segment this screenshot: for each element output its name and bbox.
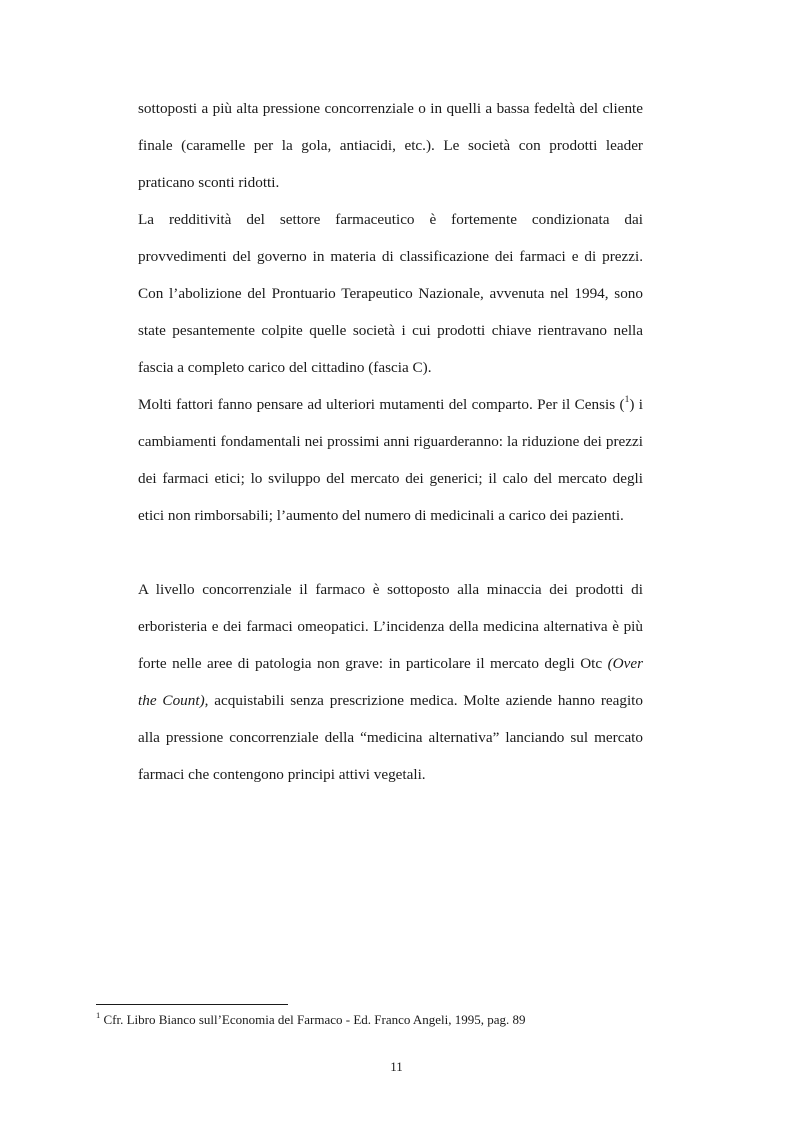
footnote: [96, 1009, 656, 1028]
footnote-marker: 1: [96, 1009, 101, 1020]
paragraph-3-text-end: ) i cambiamenti fondamentali nei prossimi anni riguarderanno: la riduzione dei prezzi dei farmaci etici; lo sviluppo del mercato dei generici; il calo del mercato degli etici non rimborsabili; l’aumento del numero di medicinali a carico dei pazienti.: [138, 396, 643, 524]
body-text: [138, 90, 643, 793]
paragraph-spacer: [138, 534, 643, 571]
paragraph-1-text: sottoposti a più alta pressione concorrenziale o in quelli a bassa fedeltà del cliente finale (caramelle per la gola, antiacidi, etc.). Le società con prodotti leader praticano sconti ridotti.: [138, 100, 643, 191]
footnote-text: Cfr. Libro Bianco sull’Economia del Farmaco - Ed. Franco Angeli, 1995, pag. 89: [100, 1012, 526, 1027]
paragraph-4-text-start: A livello concorrenziale il farmaco è sottoposto alla minaccia dei prodotti di erboristeria e dei farmaci omeopatici. L’incidenza della medicina alternativa è più forte nelle aree di patologia non grave: in particolare il mercato degli Otc: [138, 581, 643, 672]
footnote-reference: 1: [624, 394, 630, 405]
paragraph-4-text-end: , acquistabili senza prescrizione medica. Molte aziende hanno reagito alla pressione concorrenziale della “medicina alternativa” lanciando sul mercato farmaci che contengono principi attivi vegetali.: [138, 692, 643, 783]
paragraph-3-text-start: Molti fattori fanno pensare ad ulteriori mutamenti del comparto. Per il Censis (: [138, 396, 625, 413]
paragraph-3: [138, 386, 643, 534]
paragraph-1: [138, 90, 643, 201]
paragraph-4: [138, 571, 643, 793]
page-number: 11: [390, 1059, 403, 1074]
paragraph-2-text: La redditività del settore farmaceutico è fortemente condizionata dai provvedimenti del governo in materia di classificazione dei farmaci e di prezzi. Con l’abolizione del Prontuario Terapeutico Nazionale, avvenuta nel 1994, sono state pesantemente colpite quelle società i cui prodotti chiave rientravano nella fascia a completo carico del cittadino (fascia C).: [138, 211, 643, 376]
paragraph-2: [138, 201, 643, 386]
paragraph-4-italic-term: (Over the Count): [138, 655, 643, 709]
footnote-separator: [96, 1004, 288, 1005]
